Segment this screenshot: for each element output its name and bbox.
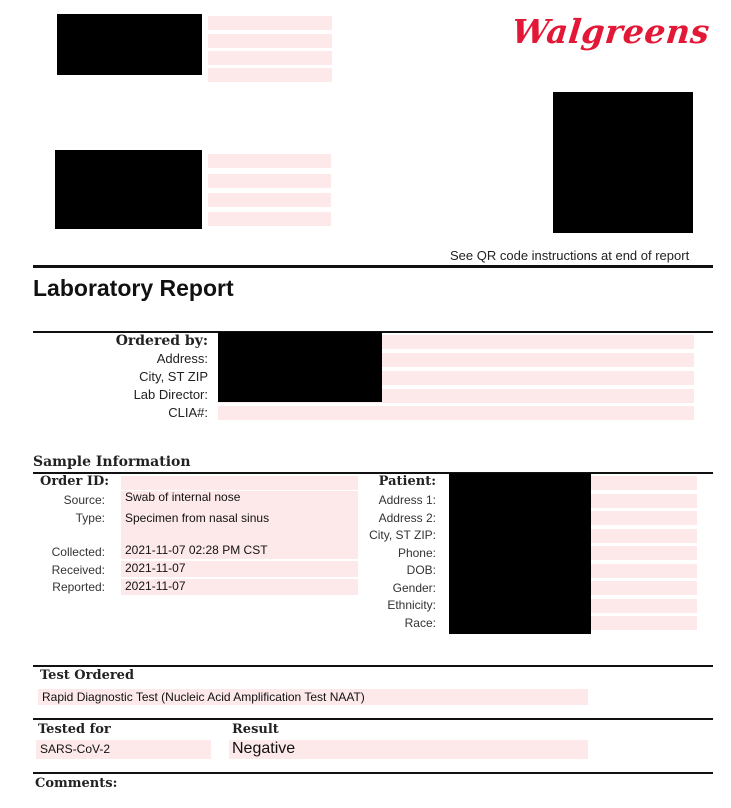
race-label: Race:	[404, 616, 436, 630]
sample-information-title: Sample Information	[33, 454, 191, 470]
result-rule	[33, 718, 713, 720]
redacted-field	[208, 154, 331, 168]
redacted-field	[208, 68, 332, 82]
tested-for-heading: Tested for	[38, 722, 111, 737]
received-value: 2021-11-07	[125, 561, 186, 575]
collected-label: Collected:	[51, 545, 105, 559]
clia-field	[218, 406, 694, 420]
type-label: Type:	[75, 511, 105, 525]
header-rule	[33, 265, 713, 268]
order-id-field	[121, 476, 358, 490]
address2-label: Address 2:	[378, 511, 436, 525]
redacted-field	[208, 16, 332, 30]
reported-value: 2021-11-07	[125, 579, 186, 593]
source-value: Swab of internal nose	[125, 490, 241, 504]
redacted-patient-info	[449, 473, 591, 634]
clia-label: CLIA#:	[168, 405, 208, 420]
qr-code	[553, 92, 693, 233]
test-ordered-heading: Test Ordered	[40, 668, 135, 683]
redacted-block-1	[57, 14, 202, 75]
result-value: Negative	[232, 740, 296, 757]
patient-label: Patient:	[378, 474, 436, 489]
order-id-label: Order ID:	[40, 474, 110, 489]
qr-instructions-note: See QR code instructions at end of report	[450, 248, 690, 263]
address1-label: Address 1:	[378, 493, 436, 507]
comments-rule	[33, 772, 713, 774]
received-label: Received:	[51, 563, 105, 577]
patient-city-label: City, ST ZIP:	[369, 528, 436, 542]
redacted-field	[208, 212, 331, 226]
source-label: Source:	[63, 493, 105, 507]
dob-label: DOB:	[406, 563, 436, 577]
walgreens-logo: Walgreens	[509, 12, 712, 51]
redacted-field	[208, 34, 332, 48]
type-value: Specimen from nasal sinus	[125, 511, 270, 525]
redacted-field	[208, 51, 332, 65]
lab-director-label: Lab Director:	[133, 387, 208, 402]
redacted-field	[208, 193, 331, 207]
gender-label: Gender:	[392, 581, 436, 595]
collected-value: 2021-11-07 02:28 PM CST	[125, 543, 268, 557]
address-label: Address:	[156, 351, 208, 366]
page-title: Laboratory Report	[33, 275, 234, 301]
test-ordered-rule	[33, 665, 713, 667]
ethnicity-label: Ethnicity:	[387, 598, 436, 612]
tested-for-value: SARS-CoV-2	[40, 742, 111, 756]
ordered-by-label: Ordered by:	[115, 333, 208, 349]
redacted-ordering-provider	[218, 332, 382, 402]
city-st-zip-label: City, ST ZIP	[139, 369, 208, 384]
test-ordered-value: Rapid Diagnostic Test (Nucleic Acid Amplification Test NAAT)	[42, 690, 365, 704]
comments-heading: Comments:	[35, 776, 118, 791]
phone-label: Phone:	[397, 546, 436, 560]
redacted-field	[208, 174, 331, 188]
redacted-block-2	[55, 150, 202, 229]
result-heading: Result	[232, 722, 279, 737]
reported-label: Reported:	[52, 580, 105, 594]
